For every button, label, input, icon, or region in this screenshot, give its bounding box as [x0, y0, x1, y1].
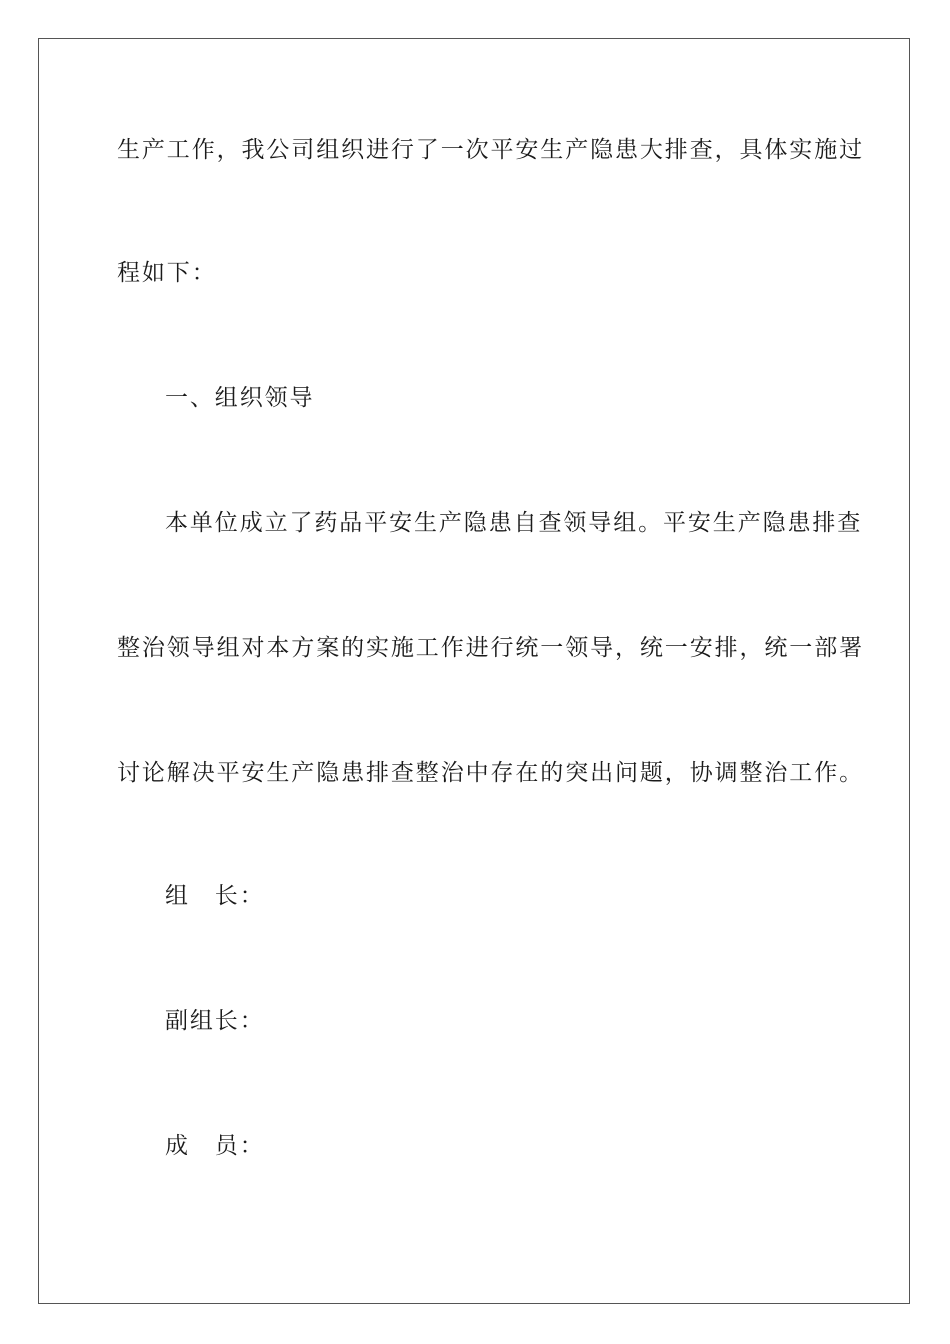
body-paragraph-line: 生产工作，我公司组织进行了一次平安生产隐患大排查，具体实施过 [117, 137, 864, 163]
body-paragraph-line: 整治领导组对本方案的实施工作进行统一领导，统一安排，统一部署 [117, 635, 864, 661]
members-label: 成 员： [165, 1133, 265, 1159]
body-paragraph-line: 程如下： [117, 260, 217, 286]
body-paragraph-line: 讨论解决平安生产隐患排查整治中存在的突出问题，协调整治工作。 [117, 760, 864, 786]
section-heading: 一、组织领导 [165, 385, 315, 411]
body-paragraph-line: 本单位成立了药品平安生产隐患自查领导组。平安生产隐患排查 [165, 510, 863, 536]
page-border [38, 38, 910, 1304]
group-leader-label: 组 长： [165, 883, 265, 909]
deputy-leader-label: 副组长： [165, 1008, 265, 1034]
